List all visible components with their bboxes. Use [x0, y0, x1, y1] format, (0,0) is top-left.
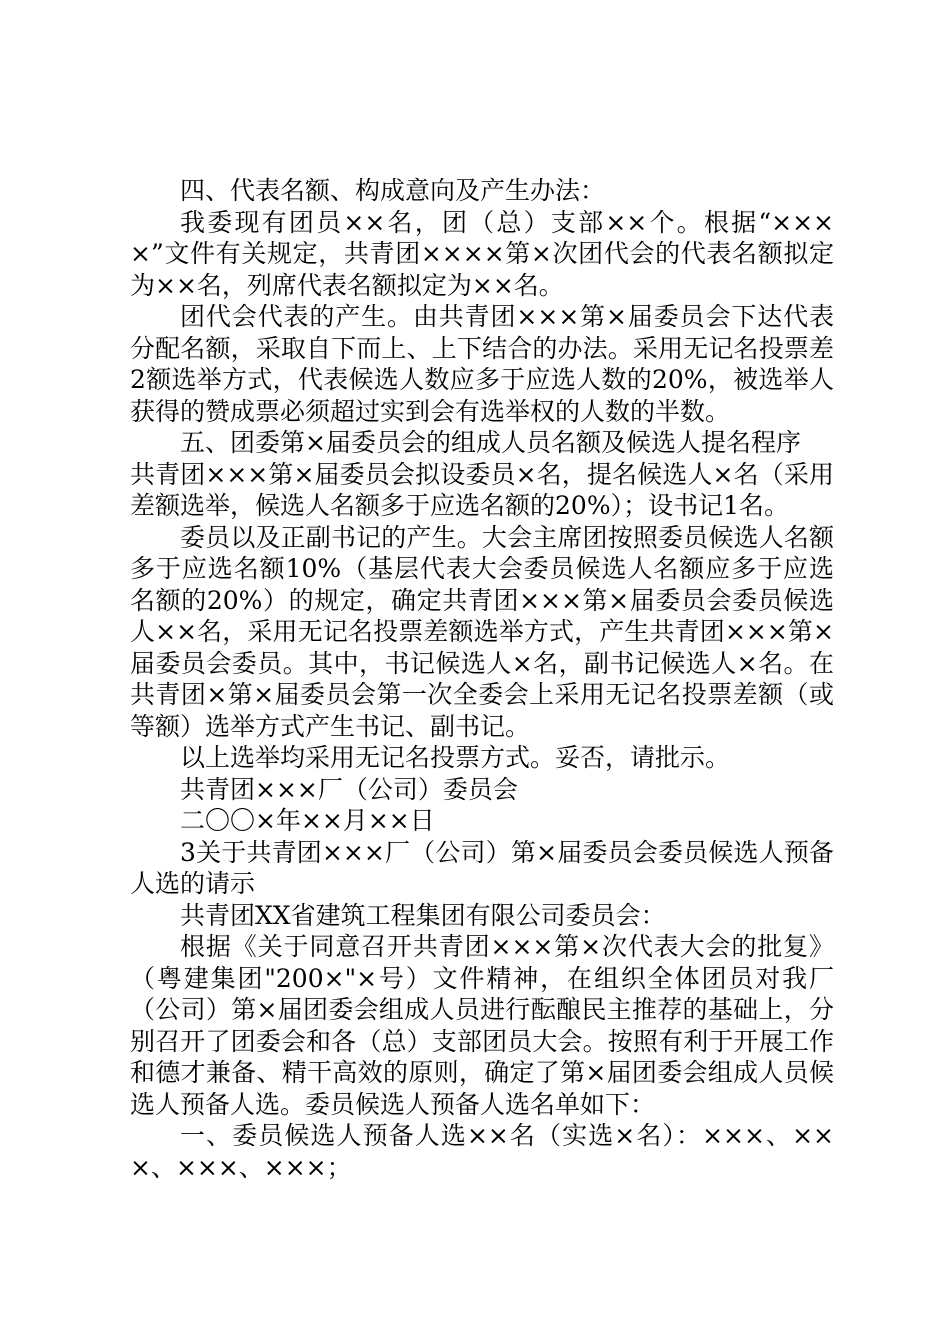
salutation: 共青团XX省建筑工程集团有限公司委员会： [180, 900, 666, 930]
section-heading-five: 五、团委第×届委员会的组成人员名额及候选人提名程序 [180, 428, 801, 457]
body-paragraph-secretary-election: 委员以及正副书记的产生。大会主席团按照委员候选人名额多于应选名额10%（基层代表大会委员候选人名额应多于应选名额的20%）的规定，确定共青团×××第×届委员会委员候选人××名，采用无记名投票差额选举方式，产生共青团×××第×届委员会委员。其中，书记候选人×名，副书记候选人×名。在共青团×第×届委员会第一次全委会上采用无记名投票差额（或等额）选举方式产生书记、副书记。 [130, 522, 834, 741]
document-page [130, 175, 834, 1183]
section-heading-four: 四、代表名额、构成意向及产生办法： [180, 176, 606, 205]
body-paragraph-committee-quota: 共青团×××第×届委员会拟设委员×名，提名候选人×名（采用差额选举，候选人名额多于应选名额的20%）；设书记1名。 [130, 459, 834, 520]
signature-date: 二〇〇×年××月××日 [180, 806, 435, 835]
body-paragraph-closing-request: 以上选举均采用无记名投票方式。妥否，请批示。 [180, 743, 731, 772]
body-paragraph-candidate-list: 一、委员候选人预备人选××名（实选×名）：×××、×××、×××、×××； [130, 1121, 834, 1182]
document-title-section-3: 3关于共青团×××厂（公司）第×届委员会委员候选人预备人选的请示 [130, 837, 834, 898]
signature-organization: 共青团×××厂（公司）委员会 [180, 774, 518, 804]
body-paragraph-delegate-election: 团代会代表的产生。由共青团×××第×届委员会下达代表分配名额，采取自下而上、上下结合的办法。采用无记名投票差2额选举方式，代表候选人数应多于应选人数的20%，被选举人获得的赞成票必须超过实到会有选举权的人数的半数。 [130, 302, 834, 426]
body-paragraph-membership: 我委现有团员××名，团（总）支部××个。根据“××××”文件有关规定，共青团××××第×次团代会的代表名额拟定为××名，列席代表名额拟定为××名。 [130, 207, 834, 300]
body-paragraph-nomination-basis: 根据《关于同意召开共青团×××第×次代表大会的批复》（粤建集团"200×"×号）文件精神，在组织全体团员对我厂（公司）第×届团委会组成人员进行酝酿民主推荐的基础上，分别召开了团委会和各（总）支部团员大会。按照有利于开展工作和德才兼备、精干高效的原则，确定了第×届团委会组成人员候选人预备人选。委员候选人预备人选名单如下： [130, 932, 834, 1119]
